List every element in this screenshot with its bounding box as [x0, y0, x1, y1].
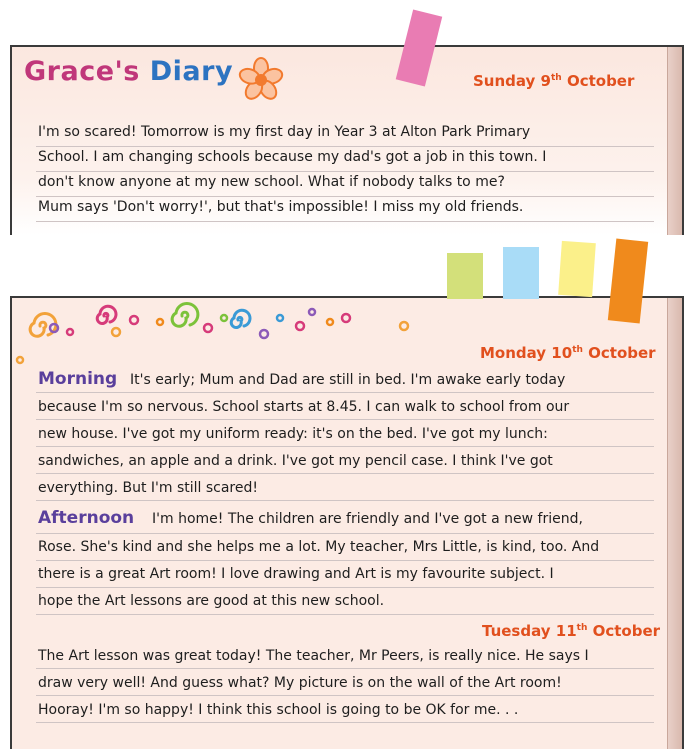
green-bookmark-tab: [444, 250, 486, 300]
entry3-line: draw very well! And guess what? My picture is on the wall of the Art room!: [38, 675, 562, 691]
swirl-decoration: [12, 298, 432, 368]
entry3-date-month: October: [592, 622, 661, 640]
morning-line: sandwiches, an apple and a drink. I've got my pencil case. I think I've got: [38, 453, 553, 469]
entry1-line: School. I am changing schools because my dad's got a job in this town. I: [38, 149, 547, 165]
morning-heading: Morning: [38, 369, 118, 389]
diary-title: [24, 56, 233, 87]
morning-line: everything. But I'm still scared!: [38, 480, 258, 496]
afternoon-heading: Afternoon: [38, 508, 135, 528]
entry1-line: Mum says 'Don't worry!', but that's impossible! I miss my old friends.: [38, 199, 524, 215]
entry3-line: Hooray! I'm so happy! I think this school is going to be OK for me. . .: [38, 702, 519, 718]
line-rule: [36, 668, 654, 669]
entry1-date-day: Sunday 9: [473, 72, 551, 90]
yellow-bookmark-tab: [552, 238, 602, 300]
line-rule: [36, 221, 654, 222]
page-spine: [667, 47, 682, 235]
morning-line: It's early; Mum and Dad are still in bed. I'm awake early today: [130, 372, 566, 388]
line-rule: [36, 587, 654, 588]
line-rule: [36, 473, 654, 474]
entry2-date: [480, 344, 656, 362]
line-rule: [36, 392, 654, 393]
title-diary: Diary: [149, 56, 234, 87]
entry3-date-day: Tuesday 11: [482, 622, 577, 640]
pink-bookmark-tab: [392, 8, 452, 90]
line-rule: [36, 560, 654, 561]
page-spine: [667, 298, 682, 749]
line-rule: [36, 722, 654, 723]
line-rule: [36, 196, 654, 197]
entry2-date-month: October: [588, 344, 656, 362]
flower-icon: [236, 55, 286, 105]
afternoon-line: I'm home! The children are friendly and I've got a new friend,: [152, 511, 583, 527]
entry3-date-suffix: th: [576, 623, 588, 633]
afternoon-line: hope the Art lessons are good at this new school.: [38, 593, 385, 609]
entry1-date: [473, 72, 634, 90]
line-rule: [36, 419, 654, 420]
entry2-date-suffix: th: [572, 345, 583, 355]
afternoon-line: there is a great Art room! I love drawing and Art is my favourite subject. I: [38, 566, 554, 582]
title-grace: Grace's: [24, 56, 140, 87]
blue-bookmark-tab: [500, 244, 542, 300]
orange-bookmark-tab: [602, 236, 654, 328]
line-rule: [36, 146, 654, 147]
entry3-line: The Art lesson was great today! The teacher, Mr Peers, is really nice. He says I: [38, 648, 589, 664]
entry1-line: don't know anyone at my new school. What if nobody talks to me?: [38, 174, 505, 190]
entry1-date-month: October: [566, 72, 635, 90]
entry1-line: I'm so scared! Tomorrow is my first day in Year 3 at Alton Park Primary: [38, 124, 531, 140]
entry3-date: [482, 622, 660, 640]
line-rule: [36, 446, 654, 447]
morning-line: because I'm so nervous. School starts at 8.45. I can walk to school from our: [38, 399, 570, 415]
line-rule: [36, 171, 654, 172]
entry1-date-suffix: th: [551, 73, 562, 83]
morning-line: new house. I've got my uniform ready: it's on the bed. I've got my lunch:: [38, 426, 548, 442]
line-rule: [36, 695, 654, 696]
line-rule: [36, 533, 654, 534]
line-rule: [36, 500, 654, 501]
entry2-date-day: Monday 10: [480, 344, 573, 362]
afternoon-line: Rose. She's kind and she helps me a lot. My teacher, Mrs Little, is kind, too. And: [38, 539, 600, 555]
line-rule: [36, 614, 654, 615]
